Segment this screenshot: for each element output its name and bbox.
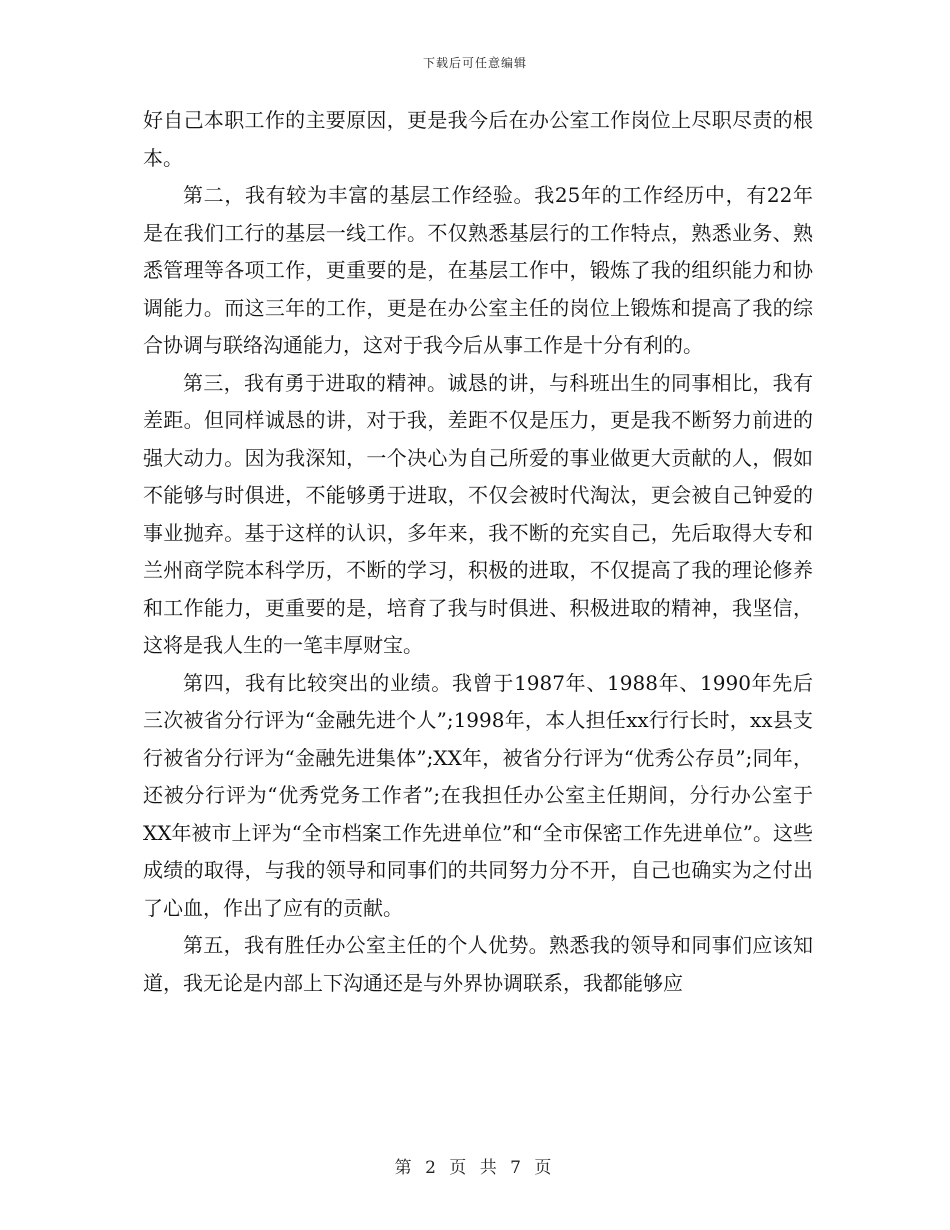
document-body [143, 102, 813, 1002]
page-number-footer: 第 2 页 共 7 页 [394, 1158, 556, 1178]
paragraph-second: 第二，我有较为丰富的基层工作经验。我25年的工作经历中，有22年是在我们工行的基层一线工作。不仅熟悉基层行的工作特点，熟悉业务、熟悉管理等各项工作，更重要的是，在基层工作中，锻炼了我的组织能力和协调能力。而这三年的工作，更是在办公室主任的岗位上锻炼和提高了我的综合协调与联络沟通能力，这对于我今后从事工作是十分有利的。 [143, 183, 813, 357]
paragraph-fifth: 第五，我有胜任办公室主任的个人优势。熟悉我的领导和同事们应该知道，我无论是内部上下沟通还是与外界协调联系，我都能够应 [143, 933, 813, 995]
header-note: 下载后可任意编辑 [422, 56, 527, 70]
paragraph-fourth: 第四，我有比较突出的业绩。我曾于1987年、1988年、1990年先后三次被省分行评为“金融先进个人”;1998年，本人担任xx行行长时，xx县支行被省分行评为“金融先进集体”;XX年，被省分行评为“优秀公存员”;同年，还被分行评为“优秀党务工作者”;在我担任办公室主任期间，分行办公室于XX年被市上评为“全市档案工作先进单位”和“全市保密工作先进单位”。这些成绩的取得，与我的领导和同事们的共同努力分不开，自己也确实为之付出了心血，作出了应有的贡献。 [143, 670, 813, 920]
paragraph-continuation: 好自己本职工作的主要原因，更是我今后在办公室工作岗位上尽职尽责的根本。 [143, 108, 813, 170]
paragraph-third: 第三，我有勇于进取的精神。诚恳的讲，与科班出生的同事相比，我有差距。但同样诚恳的讲，对于我，差距不仅是压力，更是我不断努力前进的强大动力。因为我深知，一个决心为自己所爱的事业做更大贡献的人，假如不能够与时俱进，不能够勇于进取，不仅会被时代淘汰，更会被自己钟爱的事业抛弃。基于这样的认识，多年来，我不断的充实自己，先后取得大专和兰州商学院本科学历，不断的学习，积极的进取，不仅提高了我的理论修养和工作能力，更重要的是，培育了我与时俱进、积极进取的精神，我坚信，这将是我人生的一笔丰厚财宝。 [143, 370, 813, 657]
